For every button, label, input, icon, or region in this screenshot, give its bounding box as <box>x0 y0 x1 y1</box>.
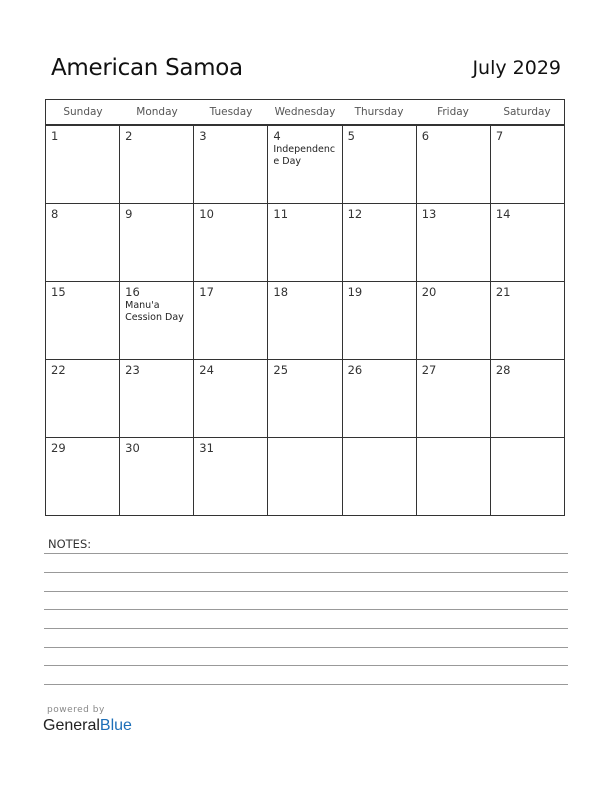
week-row-3 <box>46 281 564 359</box>
day-cell <box>416 438 490 515</box>
day-number: 11 <box>273 207 289 221</box>
day-cell <box>416 282 490 359</box>
week-row-2 <box>46 203 564 281</box>
day-number: 5 <box>347 129 355 143</box>
day-cell <box>193 438 267 515</box>
day-number: 2 <box>125 129 133 143</box>
day-number: 19 <box>347 285 363 299</box>
notes-line <box>44 628 568 629</box>
day-number: 6 <box>421 129 430 143</box>
notes-label: NOTES: <box>48 537 92 551</box>
day-number: 22 <box>51 363 66 377</box>
calendar-month-title: July 2029 <box>472 57 561 79</box>
day-number: 29 <box>51 441 66 455</box>
day-cell <box>342 360 416 437</box>
notes-line <box>44 647 568 648</box>
day-cell <box>46 126 119 203</box>
notes-line <box>44 665 568 666</box>
weekday-wednesday: Wednesday <box>274 106 336 118</box>
day-number: 28 <box>495 363 511 377</box>
week-row-5 <box>46 437 564 515</box>
day-number: 23 <box>125 363 140 377</box>
day-number: 13 <box>421 207 437 221</box>
day-number: 8 <box>51 207 59 221</box>
day-cell <box>490 282 564 359</box>
day-number: 31 <box>199 441 214 455</box>
weekday-header-row <box>46 100 564 125</box>
day-cell <box>46 204 119 281</box>
day-number: 18 <box>273 285 289 299</box>
day-number: 3 <box>199 129 207 143</box>
day-number: 14 <box>495 207 511 221</box>
notes-line <box>44 684 568 685</box>
day-cell <box>490 204 564 281</box>
week-row-4 <box>46 359 564 437</box>
day-cell <box>342 438 416 515</box>
weekday-tuesday: Tuesday <box>209 106 253 118</box>
day-cell <box>490 438 564 515</box>
day-cell <box>119 360 193 437</box>
weekday-sunday: Sunday <box>63 106 103 118</box>
day-cell <box>490 360 564 437</box>
day-cell <box>46 360 119 437</box>
weekday-friday: Friday <box>437 106 469 118</box>
powered-by-text: powered by <box>47 705 105 715</box>
day-cell <box>46 282 119 359</box>
day-cell <box>267 126 341 203</box>
day-cell <box>416 360 490 437</box>
day-cell <box>342 126 416 203</box>
week-row-1 <box>46 125 564 203</box>
day-cell <box>119 204 193 281</box>
day-cell <box>267 438 341 515</box>
holiday-label: Manu'a Cession Day <box>125 300 184 323</box>
day-number: 4 <box>273 129 281 143</box>
day-number: 15 <box>51 285 66 299</box>
day-cell <box>119 438 193 515</box>
day-cell <box>193 282 267 359</box>
calendar-grid <box>45 99 565 516</box>
day-number: 26 <box>347 363 363 377</box>
calendar-country-title: American Samoa <box>51 55 243 81</box>
day-cell <box>416 126 490 203</box>
weekday-thursday: Thursday <box>354 106 404 118</box>
logo-general: General <box>43 717 100 734</box>
day-cell <box>342 282 416 359</box>
day-cell <box>267 360 341 437</box>
day-cell <box>267 282 341 359</box>
notes-line <box>44 591 568 592</box>
day-cell <box>342 204 416 281</box>
day-cell <box>267 204 341 281</box>
day-cell <box>490 126 564 203</box>
generalblue-logo <box>43 717 132 735</box>
day-cell <box>119 126 193 203</box>
day-cell <box>46 438 119 515</box>
day-number: 7 <box>495 129 504 143</box>
day-number: 21 <box>495 285 511 299</box>
notes-line <box>44 572 568 573</box>
day-cell <box>119 282 193 359</box>
logo-blue: Blue <box>99 717 132 734</box>
day-number: 20 <box>421 285 437 299</box>
notes-line <box>44 609 568 610</box>
day-number: 1 <box>51 129 59 143</box>
weekday-monday: Monday <box>136 106 178 118</box>
day-number: 24 <box>199 363 214 377</box>
holiday-label: Independence Day <box>273 144 336 167</box>
day-cell <box>193 360 267 437</box>
day-number: 16 <box>125 285 140 299</box>
day-number: 30 <box>125 441 140 455</box>
notes-line <box>44 553 568 554</box>
day-number: 10 <box>199 207 214 221</box>
day-cell <box>193 204 267 281</box>
day-number: 17 <box>199 285 214 299</box>
day-cell <box>416 204 490 281</box>
day-number: 25 <box>273 363 289 377</box>
day-number: 12 <box>347 207 363 221</box>
weekday-saturday: Saturday <box>503 106 551 118</box>
day-number: 9 <box>125 207 133 221</box>
day-cell <box>193 126 267 203</box>
day-number: 27 <box>421 363 437 377</box>
